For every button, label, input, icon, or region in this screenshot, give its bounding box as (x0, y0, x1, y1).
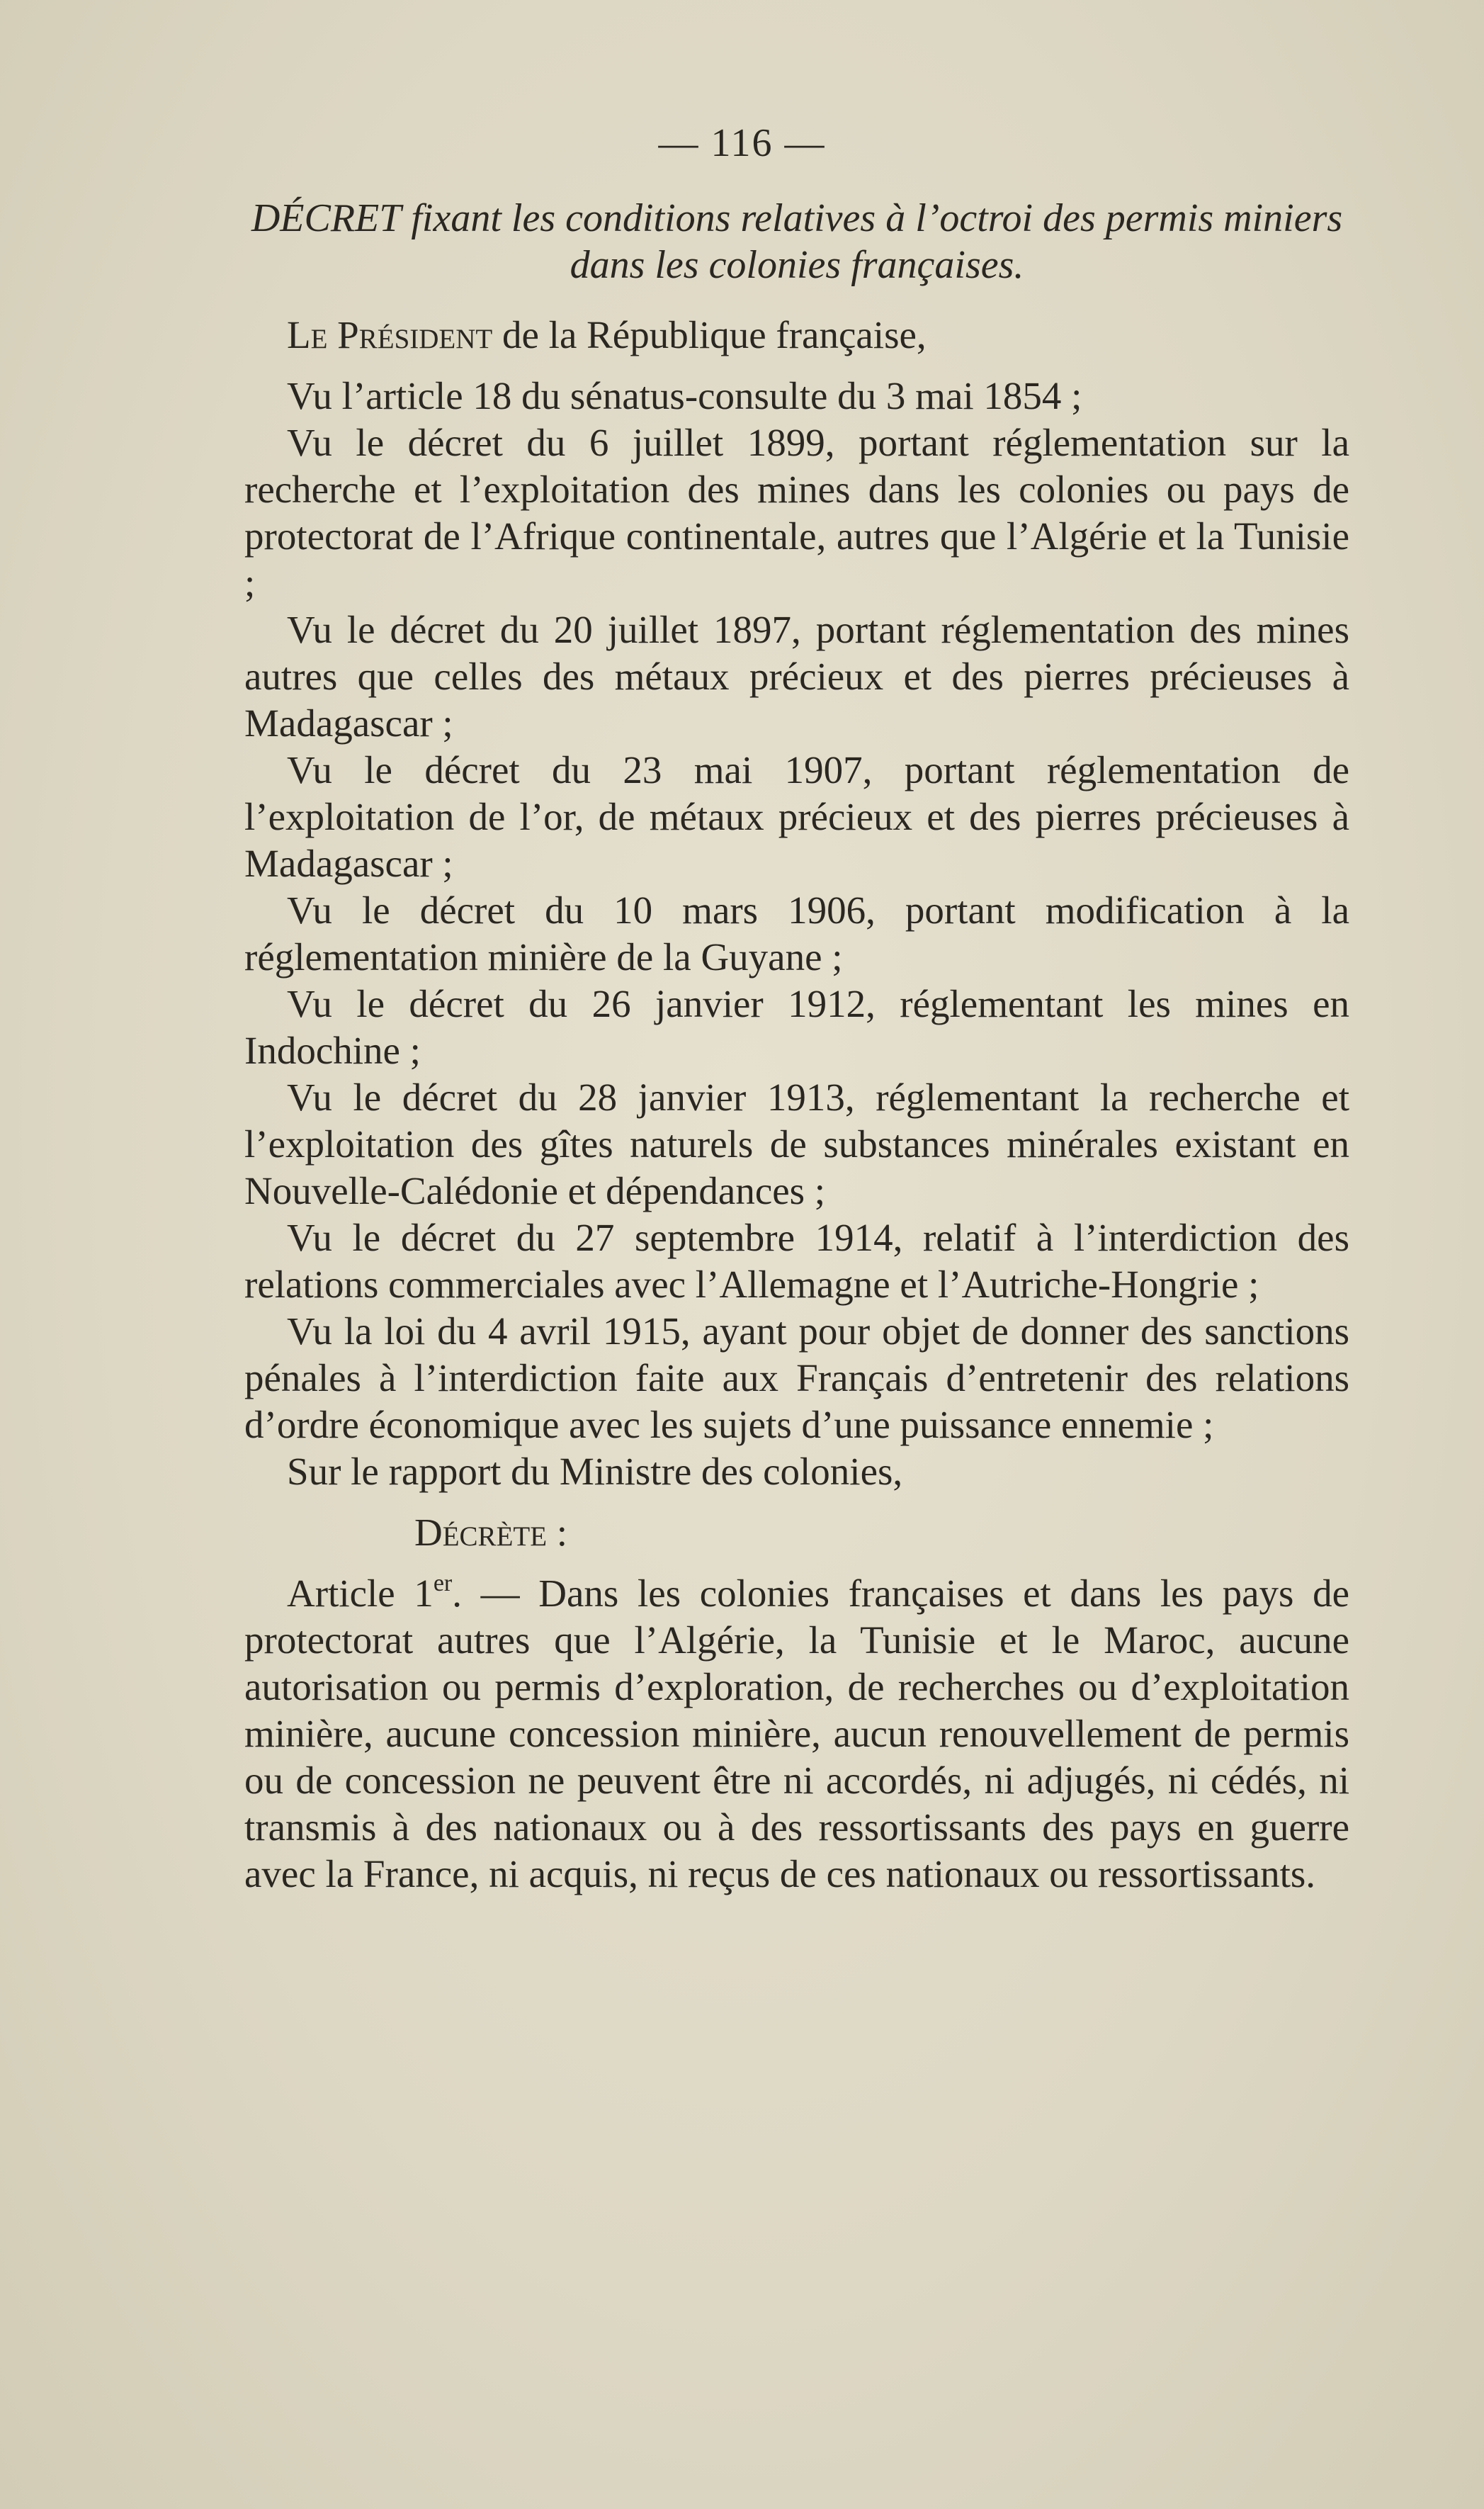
article-label: Article 1 (287, 1572, 434, 1615)
preamble-president (244, 312, 1349, 359)
decree-title-lead: DÉCRET (251, 196, 402, 240)
president-rest: de la République française, (492, 313, 927, 356)
consideration-1: Vu l’article 18 du sénatus-consulte du 3 mai 1854 ; (287, 374, 1082, 417)
consideration-6: Vu le décret du 26 janvier 1912, réglementant les mines en Indochine ; (244, 982, 1349, 1072)
consideration-7: Vu le décret du 28 janvier 1913, réglementant la recherche et l’exploitation des gîtes naturels de substances minérales existant en Nouvelle-Calédonie et dépendances ; (244, 1076, 1349, 1212)
decrete-heading: Décrète : (414, 1511, 568, 1554)
page-number: — 116 — (658, 121, 826, 165)
article-1 (244, 1570, 1349, 1898)
decree-title (244, 195, 1349, 288)
consideration-8: Vu le décret du 27 septembre 1914, relatif à l’interdiction des relations commerciales avec l’Allemagne et l’Autriche-Hongrie ; (244, 1216, 1349, 1306)
consideration-4: Vu le décret du 23 mai 1907, portant réglementation de l’exploitation de l’or, de métaux précieux et des pierres précieuses à Madagascar ; (244, 748, 1349, 885)
article-sup: er (433, 1570, 453, 1596)
decree-title-rest: fixant les conditions relatives à l’octroi des permis miniers dans les colonies françaises. (401, 196, 1343, 287)
consideration-2: Vu le décret du 6 juillet 1899, portant réglementation sur la recherche et l’exploitation des mines dans les colonies ou pays de protectorat de l’Afrique continentale, autres que l’Algérie et la Tunisie ; (244, 421, 1349, 604)
consideration-9: Vu la loi du 4 avril 1915, ayant pour objet de donner des sanctions pénales à l’interdiction faite aux Français d’entretenir des relations d’ordre économique avec les sujets d’une puissance ennemie ; (244, 1309, 1349, 1446)
decree-body (244, 312, 1349, 1898)
consideration-3: Vu le décret du 20 juillet 1897, portant réglementation des mines autres que celles des métaux précieux et des pierres précieuses à Madagascar ; (244, 608, 1349, 745)
article-text: . — Dans les colonies françaises et dans les pays de protectorat autres que l’Algérie, la Tunisie et le Maroc, aucune autorisation ou permis d’exploration, de recherches ou d’exploitation minière, aucune concession minière, aucun renouvellement de permis ou de concession ne peuvent être ni accordés, ni adjugés, ni cédés, ni transmis à des nationaux ou à des ressortissants des pays en guerre avec la France, ni acquis, ni reçus de ces nationaux ou ressortissants. (244, 1572, 1349, 1895)
president-label: Le Président (287, 313, 493, 356)
consideration-5: Vu le décret du 10 mars 1906, portant modification à la réglementation minière de la Guyane ; (244, 889, 1349, 979)
consideration-10: Sur le rapport du Ministre des colonies, (287, 1450, 903, 1493)
